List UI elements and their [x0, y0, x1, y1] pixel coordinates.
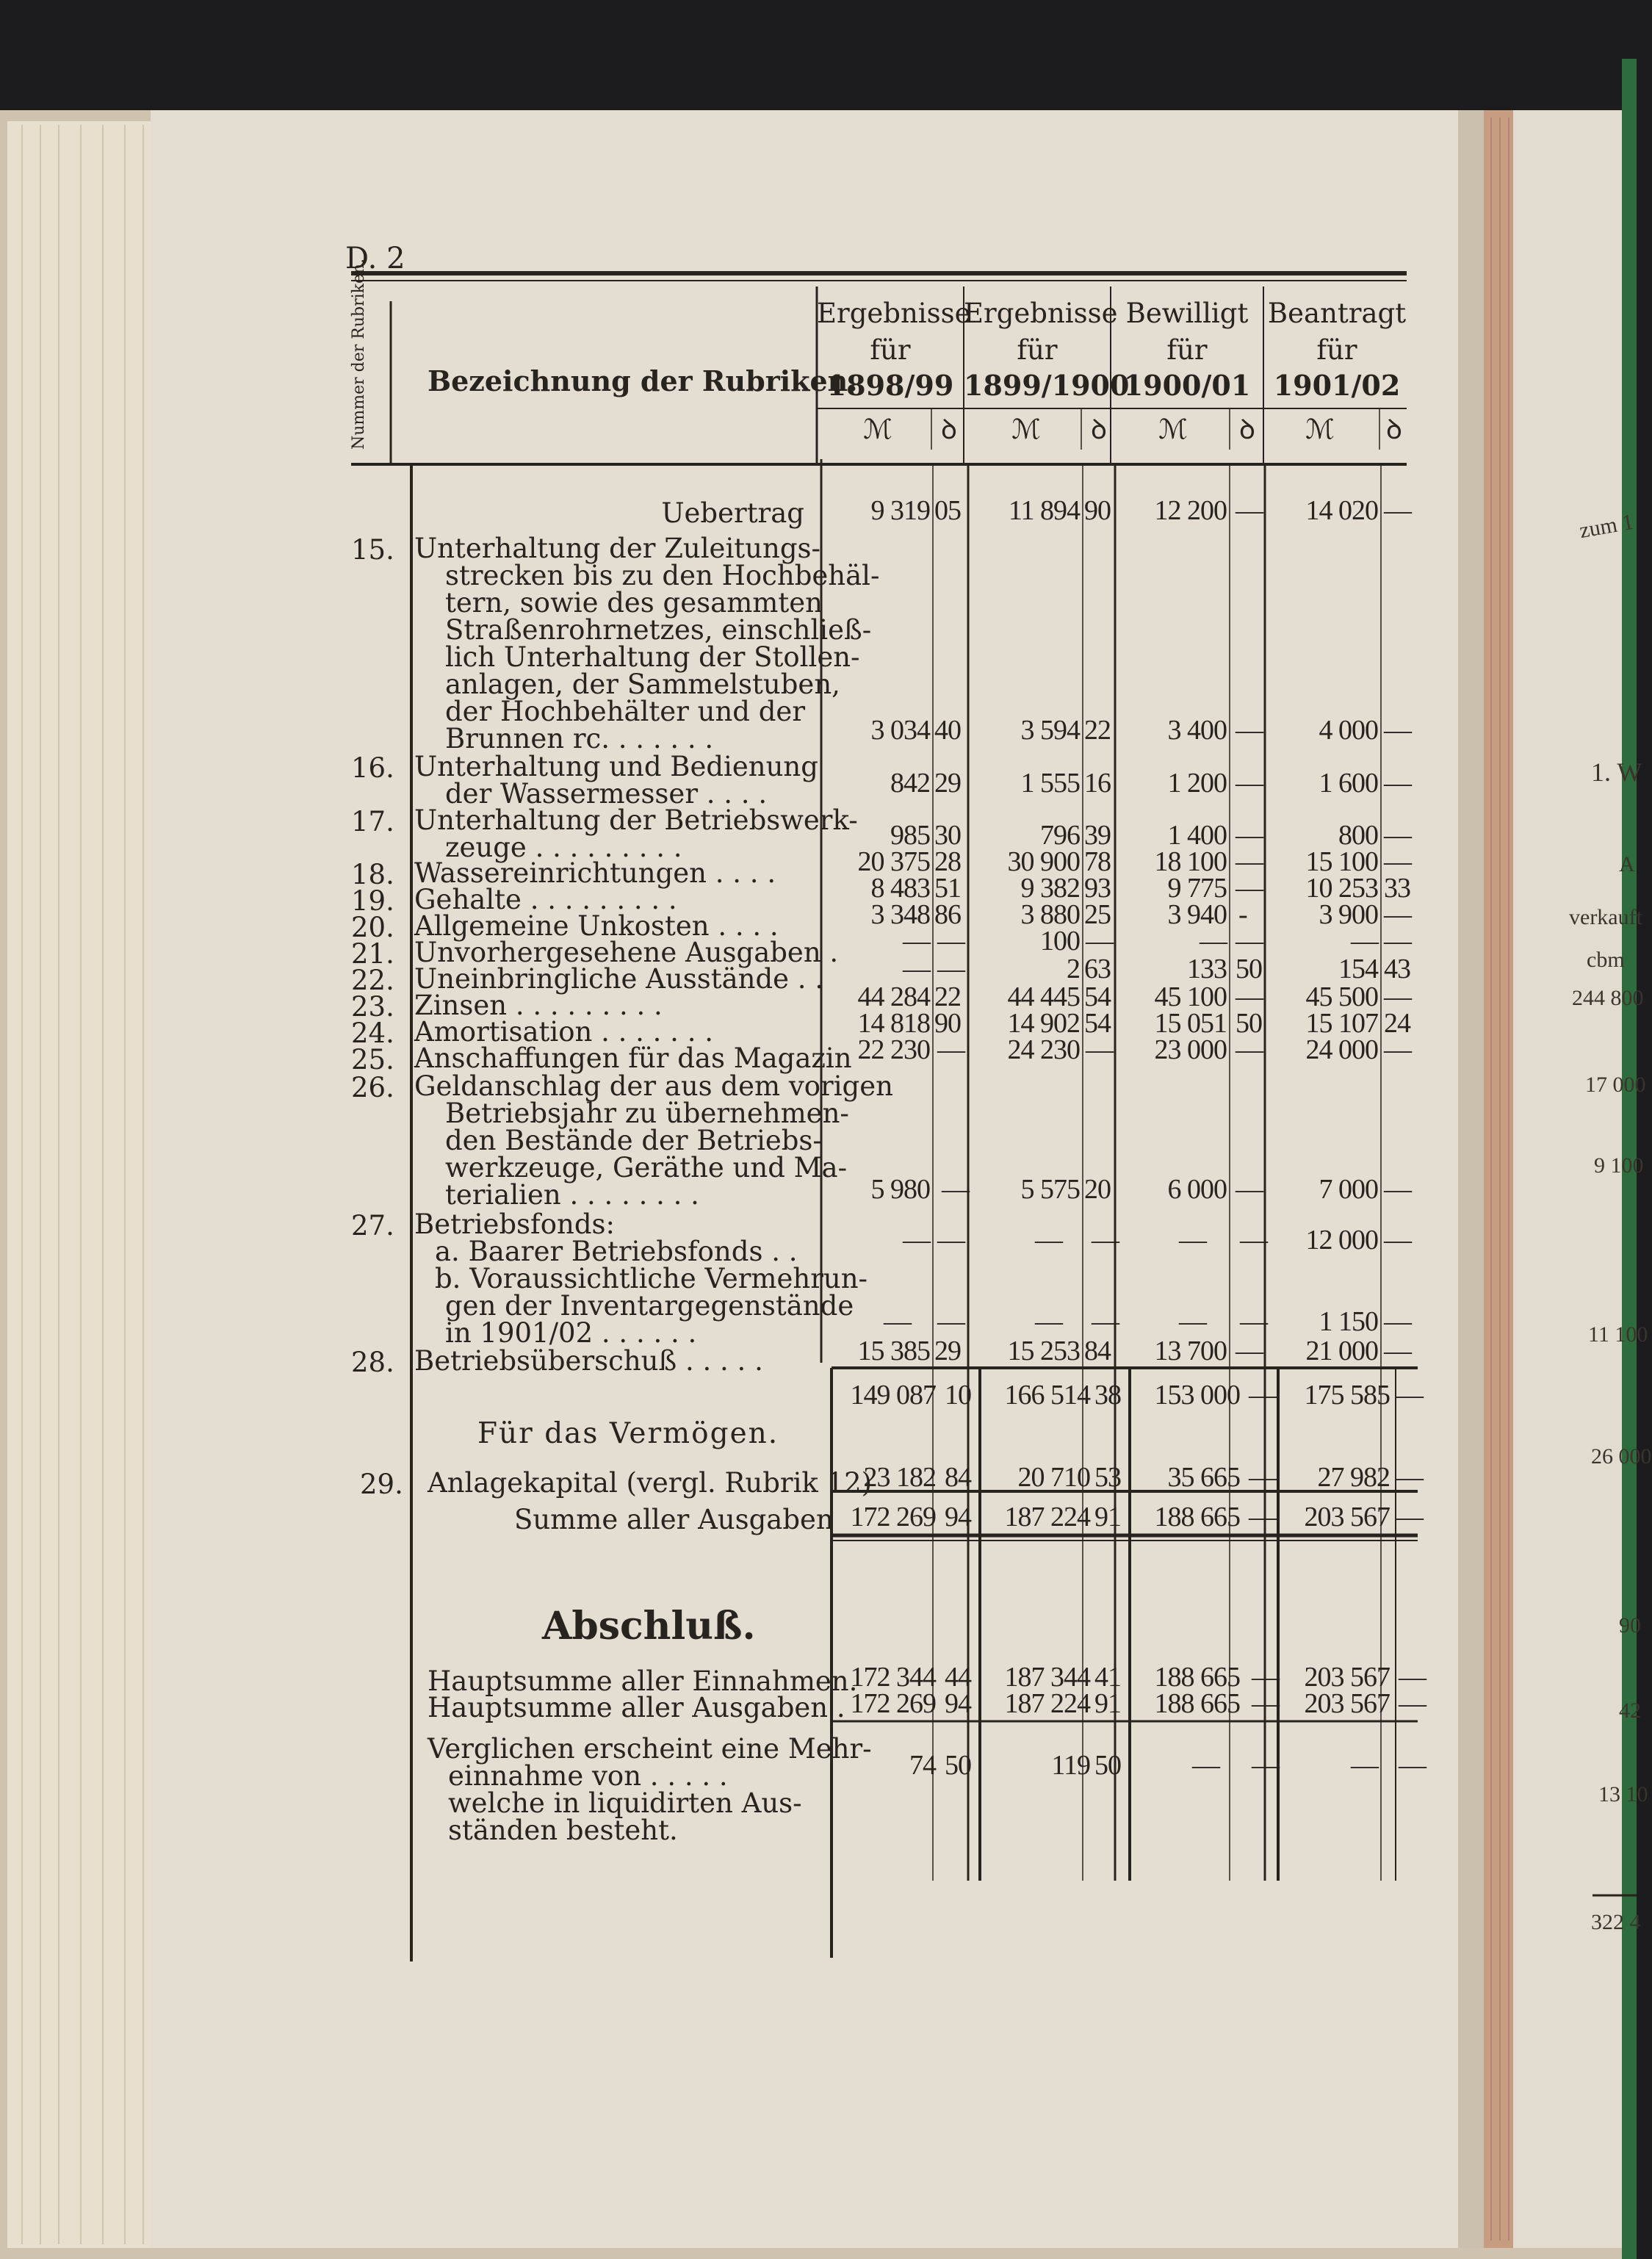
r23-c3-p: —	[1236, 981, 1263, 1012]
r20-c2-p: 25	[1084, 899, 1111, 930]
r19-c2-m: 9 382	[1020, 873, 1080, 904]
r15-line: Straßenrohrnetzes, einschließ-	[445, 614, 872, 646]
r27a-c4-m: 12 000	[1305, 1225, 1378, 1255]
r29-num: 29.	[360, 1469, 403, 1500]
ausgaben-c2-m: 187 224	[1004, 1688, 1090, 1719]
r15-c4-p: —	[1384, 715, 1411, 746]
r15-line: lich Unterhaltung der Stollen-	[445, 641, 860, 673]
r24-c4-m: 15 107	[1305, 1008, 1378, 1039]
r24-c2-m: 14 902	[1007, 1008, 1080, 1039]
r27b-c2-p: —	[1092, 1306, 1119, 1337]
r27a-c3-m: —	[1179, 1225, 1206, 1255]
total-c2-p: 91	[1094, 1502, 1121, 1532]
einnahmen-c4-p: —	[1399, 1662, 1426, 1693]
r16-c1-p: 29	[934, 768, 961, 799]
r25-c2-p: —	[1086, 1034, 1113, 1065]
r18-c1-m: 20 375	[857, 846, 930, 877]
r20-c4-m: 3 900	[1319, 899, 1378, 930]
r21-c1-p: —	[937, 926, 964, 956]
r19-num: 19.	[351, 885, 394, 917]
r23-c3-m: 45 100	[1154, 981, 1227, 1012]
r27b-line: b. Voraussichtliche Vermehrun-	[435, 1263, 868, 1294]
r15-num: 15.	[351, 534, 394, 566]
r15-c4-m: 4 000	[1319, 715, 1378, 746]
r17-c3-p: —	[1236, 820, 1263, 851]
r17-c2-p: 39	[1084, 820, 1111, 851]
sum1-c3-p: —	[1249, 1380, 1276, 1410]
abschluss-heading: Abschluß.	[542, 1604, 756, 1649]
sum1-c1-m: 149 087	[850, 1380, 936, 1410]
r27b-c1-p: —	[937, 1306, 964, 1337]
r29-c1-m: 23 182	[863, 1462, 936, 1493]
r23-c1-m: 44 284	[857, 981, 930, 1012]
r29-c3-p: —	[1249, 1462, 1276, 1493]
r26-c4-m: 7 000	[1319, 1174, 1378, 1205]
r26-line: Betriebsjahr zu übernehmen-	[445, 1098, 849, 1129]
r24-c1-m: 14 818	[857, 1008, 930, 1039]
sum1-c1-p: 10	[945, 1380, 971, 1410]
right-fragment: 13 10	[1598, 1782, 1648, 1806]
r28-c1-p: 29	[934, 1336, 961, 1366]
total-c2-m: 187 224	[1004, 1502, 1090, 1532]
r19-c4-m: 10 253	[1305, 873, 1378, 904]
r22-c2-m: 2	[1067, 954, 1080, 984]
einnahmen-c1-m: 172 344	[850, 1662, 936, 1693]
r20-c2-m: 3 880	[1020, 899, 1080, 930]
sum1-c2-p: 38	[1094, 1380, 1121, 1410]
r15-line: Unterhaltung der Zuleitungs-	[414, 533, 820, 564]
mehr-c4-p: —	[1399, 1750, 1426, 1781]
r24-c4-p: 24	[1384, 1008, 1410, 1039]
col1-header-l1: Ergebnisse	[817, 298, 971, 329]
mehr-c3-p: —	[1252, 1750, 1279, 1781]
r17-c4-m: 800	[1338, 820, 1378, 851]
r24-c1-p: 90	[934, 1008, 961, 1039]
mehr-c1-m: 74	[909, 1750, 936, 1781]
right-fragment: 9 100	[1594, 1153, 1644, 1178]
r22-c3-p: 50	[1236, 954, 1262, 984]
r17-c4-p: —	[1384, 820, 1411, 851]
r27-num: 27.	[351, 1210, 394, 1242]
mehr-c2-p: 50	[1094, 1750, 1121, 1781]
total-c1-p: 94	[945, 1502, 971, 1532]
r22-c2-p: 63	[1084, 954, 1111, 984]
r29-c4-p: —	[1396, 1462, 1423, 1493]
einnahmen-label: Hauptsumme aller Einnahmen.	[428, 1665, 858, 1697]
r28-c3-m: 13 700	[1154, 1336, 1227, 1366]
r27b-c3-m: —	[1179, 1306, 1206, 1337]
r26-c4-p: —	[1384, 1174, 1411, 1205]
r26-line: den Bestände der Betriebs-	[445, 1125, 822, 1156]
ausgaben-c4-m: 203 567	[1304, 1688, 1390, 1719]
r18-line: Wassereinrichtungen . . . .	[414, 857, 776, 889]
r21-c3-m: —	[1200, 926, 1227, 956]
r26-c2-m: 5 575	[1020, 1174, 1080, 1205]
r29-c1-p: 84	[945, 1462, 971, 1493]
r19-c1-m: 8 483	[870, 873, 930, 904]
r15-line: der Hochbehälter und der	[445, 696, 806, 727]
col1-header-l2: für	[870, 334, 911, 366]
einnahmen-c3-p: —	[1252, 1662, 1279, 1693]
r27a-line: a. Baarer Betriebsfonds . .	[435, 1236, 798, 1267]
r19-line: Gehalte . . . . . . . . .	[414, 884, 677, 915]
col3-header-l3: 1900/01	[1123, 369, 1251, 402]
r28-line: Betriebsüberschuß . . . . .	[414, 1345, 763, 1377]
mehr-line: welche in liquidirten Aus-	[448, 1787, 802, 1819]
ausgaben-c4-p: —	[1399, 1688, 1426, 1719]
sum1-c2-m: 166 514	[1004, 1380, 1090, 1410]
r25-c3-m: 23 000	[1154, 1034, 1227, 1065]
r20-c4-p: —	[1384, 899, 1411, 930]
right-fragment: 244 800	[1572, 986, 1644, 1010]
r19-c3-p: —	[1236, 873, 1263, 904]
total-c4-p: —	[1396, 1502, 1423, 1532]
desc-header: Bezeichnung der Rubriken.	[428, 364, 858, 397]
r15-c1-m: 3 034	[870, 715, 930, 746]
r21-num: 21.	[351, 938, 394, 970]
r15-line: anlagen, der Sammelstuben,	[445, 669, 840, 700]
total-c1-m: 172 269	[850, 1502, 936, 1532]
r15-c2-m: 3 594	[1020, 715, 1080, 746]
r18-c2-m: 30 900	[1007, 846, 1080, 877]
r23-num: 23.	[351, 991, 394, 1023]
right-fragment: 90	[1619, 1613, 1641, 1637]
right-fragment: 1. W	[1591, 757, 1642, 787]
r16-c4-m: 1 600	[1319, 768, 1378, 799]
mehr-line: ständen besteht.	[448, 1815, 678, 1846]
r22-line: Uneinbringliche Ausstände . .	[414, 963, 824, 995]
total-c3-m: 188 665	[1154, 1502, 1240, 1532]
einnahmen-c2-m: 187 344	[1004, 1662, 1090, 1693]
r23-c4-m: 45 500	[1305, 981, 1378, 1012]
r15-c1-p: 40	[934, 715, 961, 746]
col1-mark-icon: ℳ	[863, 414, 892, 445]
total-c3-p: —	[1249, 1502, 1276, 1532]
r29-c2-p: 53	[1094, 1462, 1121, 1493]
r20-c1-p: 86	[934, 899, 961, 930]
r22-num: 22.	[351, 965, 394, 996]
col2-mark-icon: ℳ	[1011, 414, 1041, 445]
r25-c1-p: —	[937, 1034, 964, 1065]
r18-c1-p: 28	[934, 846, 961, 877]
col3-mark-icon: ℳ	[1158, 414, 1188, 445]
r27a-c1-m: —	[903, 1225, 930, 1255]
r24-c2-p: 54	[1084, 1008, 1111, 1039]
r29-c2-m: 20 710	[1017, 1462, 1090, 1493]
r16-c3-m: 1 200	[1167, 768, 1227, 799]
r19-c3-m: 9 775	[1167, 873, 1227, 904]
r27b-c2-m: —	[1035, 1306, 1062, 1337]
r19-c2-p: 93	[1084, 873, 1111, 904]
r16-line: der Wassermesser . . . .	[445, 778, 768, 810]
r28-c4-m: 21 000	[1305, 1336, 1378, 1366]
r16-num: 16.	[351, 752, 394, 784]
uebertrag-label: Uebertrag	[661, 497, 804, 529]
r16-c1-m: 842	[890, 768, 930, 799]
mehr-c4-m: —	[1351, 1750, 1378, 1781]
r25-c1-m: 22 230	[857, 1034, 930, 1065]
right-fragment: 11 100	[1588, 1322, 1648, 1347]
col2-pf-icon: ꝺ	[1090, 414, 1108, 445]
r18-c3-p: —	[1236, 846, 1263, 877]
col2-header-l2: für	[1017, 334, 1058, 366]
r26-c1-p: —	[942, 1174, 969, 1205]
r25-c3-p: —	[1236, 1034, 1263, 1065]
einnahmen-c1-p: 44	[945, 1662, 971, 1693]
r28-c1-m: 15 385	[857, 1336, 930, 1366]
r27b-c1-m: —	[884, 1306, 911, 1337]
r26-c3-p: —	[1236, 1174, 1263, 1205]
col1-header-l3: 1898/99	[826, 369, 954, 402]
einnahmen-c3-m: 188 665	[1154, 1662, 1240, 1693]
right-fragment: verkauft	[1569, 905, 1642, 929]
right-fragment: 42	[1619, 1698, 1641, 1723]
r25-c4-m: 24 000	[1305, 1034, 1378, 1065]
r26-line: Geldanschlag der aus dem vorigen	[414, 1070, 893, 1102]
uebertrag-c3-p: —	[1236, 495, 1263, 526]
r16-c2-m: 1 555	[1020, 768, 1080, 799]
r23-c1-p: 22	[934, 981, 961, 1012]
ausgaben-c1-m: 172 269	[850, 1688, 936, 1719]
r28-c3-p: —	[1236, 1336, 1263, 1366]
r27b-line: in 1901/02 . . . . . .	[445, 1317, 697, 1349]
r16-line: Unterhaltung und Bedienung	[414, 751, 818, 782]
col3-header-l2: für	[1166, 334, 1208, 366]
col3-header-l1: Bewilligt	[1125, 298, 1249, 329]
r21-line: Unvorhergesehene Ausgaben .	[414, 937, 839, 968]
r16-c4-p: —	[1384, 768, 1411, 799]
r26-c2-p: 20	[1084, 1174, 1111, 1205]
mehr-line: einnahme von . . . . .	[448, 1760, 728, 1792]
col4-header-l3: 1901/02	[1273, 369, 1401, 402]
r23-line: Zinsen . . . . . . . . .	[414, 990, 663, 1021]
mehr-c2-m: 119	[1051, 1750, 1090, 1781]
ausgaben-c3-p: —	[1252, 1688, 1279, 1719]
col2-header-l3: 1899/1900	[964, 369, 1130, 402]
r16-c2-p: 16	[1084, 768, 1111, 799]
r20-num: 20.	[351, 912, 394, 943]
col1-pf-icon: ꝺ	[940, 414, 958, 445]
r26-c1-m: 5 980	[870, 1174, 930, 1205]
r28-c2-m: 15 253	[1007, 1336, 1080, 1366]
right-fragment: zum 1	[1577, 509, 1636, 544]
r27a-c2-p: —	[1092, 1225, 1119, 1255]
ausgaben-label: Hauptsumme aller Ausgaben .	[428, 1692, 845, 1723]
r17-c2-m: 796	[1040, 820, 1080, 851]
r17-line: zeuge . . . . . . . . .	[445, 832, 682, 863]
mehr-line: Verglichen erscheint eine Mehr-	[428, 1733, 872, 1765]
mehr-c3-m: —	[1192, 1750, 1219, 1781]
right-fragment: 26 000	[1591, 1444, 1652, 1469]
right-fragment: cbm	[1587, 948, 1625, 972]
r21-c1-m: —	[903, 926, 930, 956]
r27a-c3-p: —	[1240, 1225, 1267, 1255]
r21-c2-m: 100	[1040, 926, 1080, 956]
r24-c3-p: 50	[1236, 1008, 1262, 1039]
uebertrag-c2-m: 11 894	[1008, 495, 1080, 526]
r17-c1-p: 30	[934, 820, 961, 851]
r25-c2-m: 24 230	[1007, 1034, 1080, 1065]
sum1-c4-m: 175 585	[1304, 1380, 1390, 1410]
r22-c3-m: 133	[1187, 954, 1227, 984]
ausgaben-c2-p: 91	[1094, 1688, 1121, 1719]
col4-pf-icon: ꝺ	[1385, 414, 1403, 445]
ausgaben-c3-m: 188 665	[1154, 1688, 1240, 1719]
r18-num: 18.	[351, 859, 394, 890]
uebertrag-c4-m: 14 020	[1305, 495, 1378, 526]
r24-line: Amortisation . . . . . . .	[414, 1016, 713, 1048]
col3-pf-icon: ꝺ	[1238, 414, 1256, 445]
total-c4-m: 203 567	[1304, 1502, 1390, 1532]
col4-mark-icon: ℳ	[1305, 414, 1335, 445]
r19-c4-p: 33	[1384, 873, 1410, 904]
r18-c3-m: 18 100	[1154, 846, 1227, 877]
r20-line: Allgemeine Unkosten . . . .	[414, 910, 779, 942]
r27b-c3-p: —	[1240, 1306, 1267, 1337]
uebertrag-c4-p: —	[1384, 495, 1411, 526]
rownum-header: Nummer der Rubriken.	[350, 258, 368, 450]
r18-c4-m: 15 100	[1305, 846, 1378, 877]
r15-line: Brunnen rc. . . . . . .	[445, 723, 714, 754]
r26-line: terialien . . . . . . . .	[445, 1179, 699, 1211]
r22-c1-m: —	[903, 954, 930, 984]
r22-c4-m: 154	[1338, 954, 1378, 984]
r27b-line: gen der Inventargegenstände	[445, 1290, 854, 1322]
total-label: Summe aller Ausgaben	[514, 1504, 834, 1535]
r23-c4-p: —	[1384, 981, 1411, 1012]
r21-c2-p: —	[1086, 926, 1113, 956]
col2-header-l1: Ergebnisse	[964, 298, 1118, 329]
einnahmen-c4-m: 203 567	[1304, 1662, 1390, 1693]
ausgaben-c1-p: 94	[945, 1688, 971, 1719]
r19-c1-p: 51	[934, 873, 961, 904]
right-fragment: 322 4	[1591, 1910, 1641, 1934]
col4-header-l1: Beantragt	[1267, 298, 1407, 329]
r17-line: Unterhaltung der Betriebswerk-	[414, 804, 858, 836]
r21-c3-p: —	[1236, 926, 1263, 956]
r21-c4-m: —	[1351, 926, 1378, 956]
r15-c3-m: 3 400	[1167, 715, 1227, 746]
uebertrag-c3-m: 12 200	[1154, 495, 1227, 526]
r23-c2-p: 54	[1084, 981, 1111, 1012]
page-label: D. 2	[345, 242, 405, 275]
einnahmen-c2-p: 41	[1094, 1662, 1121, 1693]
r26-num: 26.	[351, 1072, 394, 1103]
r22-c4-p: 43	[1384, 954, 1410, 984]
r15-line: tern, sowie des gesammten	[445, 587, 823, 619]
r17-num: 17.	[351, 806, 394, 837]
r28-num: 28.	[351, 1347, 394, 1378]
r27a-c4-p: —	[1384, 1225, 1411, 1255]
r24-num: 24.	[351, 1017, 394, 1049]
r20-c3-p: -	[1238, 899, 1247, 930]
r29-line: Anlagekapital (vergl. Rubrik 12)	[428, 1467, 873, 1499]
r25-line: Anschaffungen für das Magazin	[414, 1042, 852, 1074]
r27b-c4-m: 1 150	[1319, 1306, 1378, 1337]
r28-c4-p: —	[1384, 1336, 1411, 1366]
r18-c2-p: 78	[1084, 846, 1111, 877]
right-fragment: 17 000	[1585, 1073, 1646, 1097]
sum1-c3-m: 153 000	[1154, 1380, 1240, 1410]
r16-c3-p: —	[1236, 768, 1263, 799]
r26-line: werkzeuge, Geräthe und Ma-	[445, 1152, 848, 1183]
r15-line: strecken bis zu den Hochbehäl-	[445, 560, 880, 591]
right-fragment: A	[1619, 852, 1635, 876]
r17-c1-m: 985	[890, 820, 930, 851]
r25-num: 25.	[351, 1044, 394, 1076]
uebertrag-c2-p: 90	[1084, 495, 1111, 526]
r28-c2-p: 84	[1084, 1336, 1111, 1366]
r27a-c1-p: —	[937, 1225, 964, 1255]
sum1-c4-p: —	[1396, 1380, 1423, 1410]
r20-c3-m: 3 940	[1167, 899, 1227, 930]
r27a-c2-m: —	[1035, 1225, 1062, 1255]
r26-c3-m: 6 000	[1167, 1174, 1227, 1205]
r29-c3-m: 35 665	[1167, 1462, 1240, 1493]
r27b-c4-p: —	[1384, 1306, 1411, 1337]
r21-c4-p: —	[1384, 926, 1411, 956]
r15-c3-p: —	[1236, 715, 1263, 746]
mehr-c1-p: 50	[945, 1750, 971, 1781]
col4-header-l2: für	[1316, 334, 1357, 366]
r18-c4-p: —	[1384, 846, 1411, 877]
r22-c1-p: —	[937, 954, 964, 984]
r29-c4-m: 27 982	[1317, 1462, 1390, 1493]
r17-c3-m: 1 400	[1167, 820, 1227, 851]
vermoegen-heading: Für das Vermögen.	[477, 1417, 779, 1450]
r20-c1-m: 3 348	[870, 899, 930, 930]
uebertrag-c1-m: 9 319	[870, 495, 930, 526]
uebertrag-c1-p: 05	[934, 495, 961, 526]
r24-c3-m: 15 051	[1154, 1008, 1227, 1039]
r15-c2-p: 22	[1084, 715, 1111, 746]
r25-c4-p: —	[1384, 1034, 1411, 1065]
r23-c2-m: 44 445	[1007, 981, 1080, 1012]
r27-line: Betriebsfonds:	[414, 1208, 615, 1240]
